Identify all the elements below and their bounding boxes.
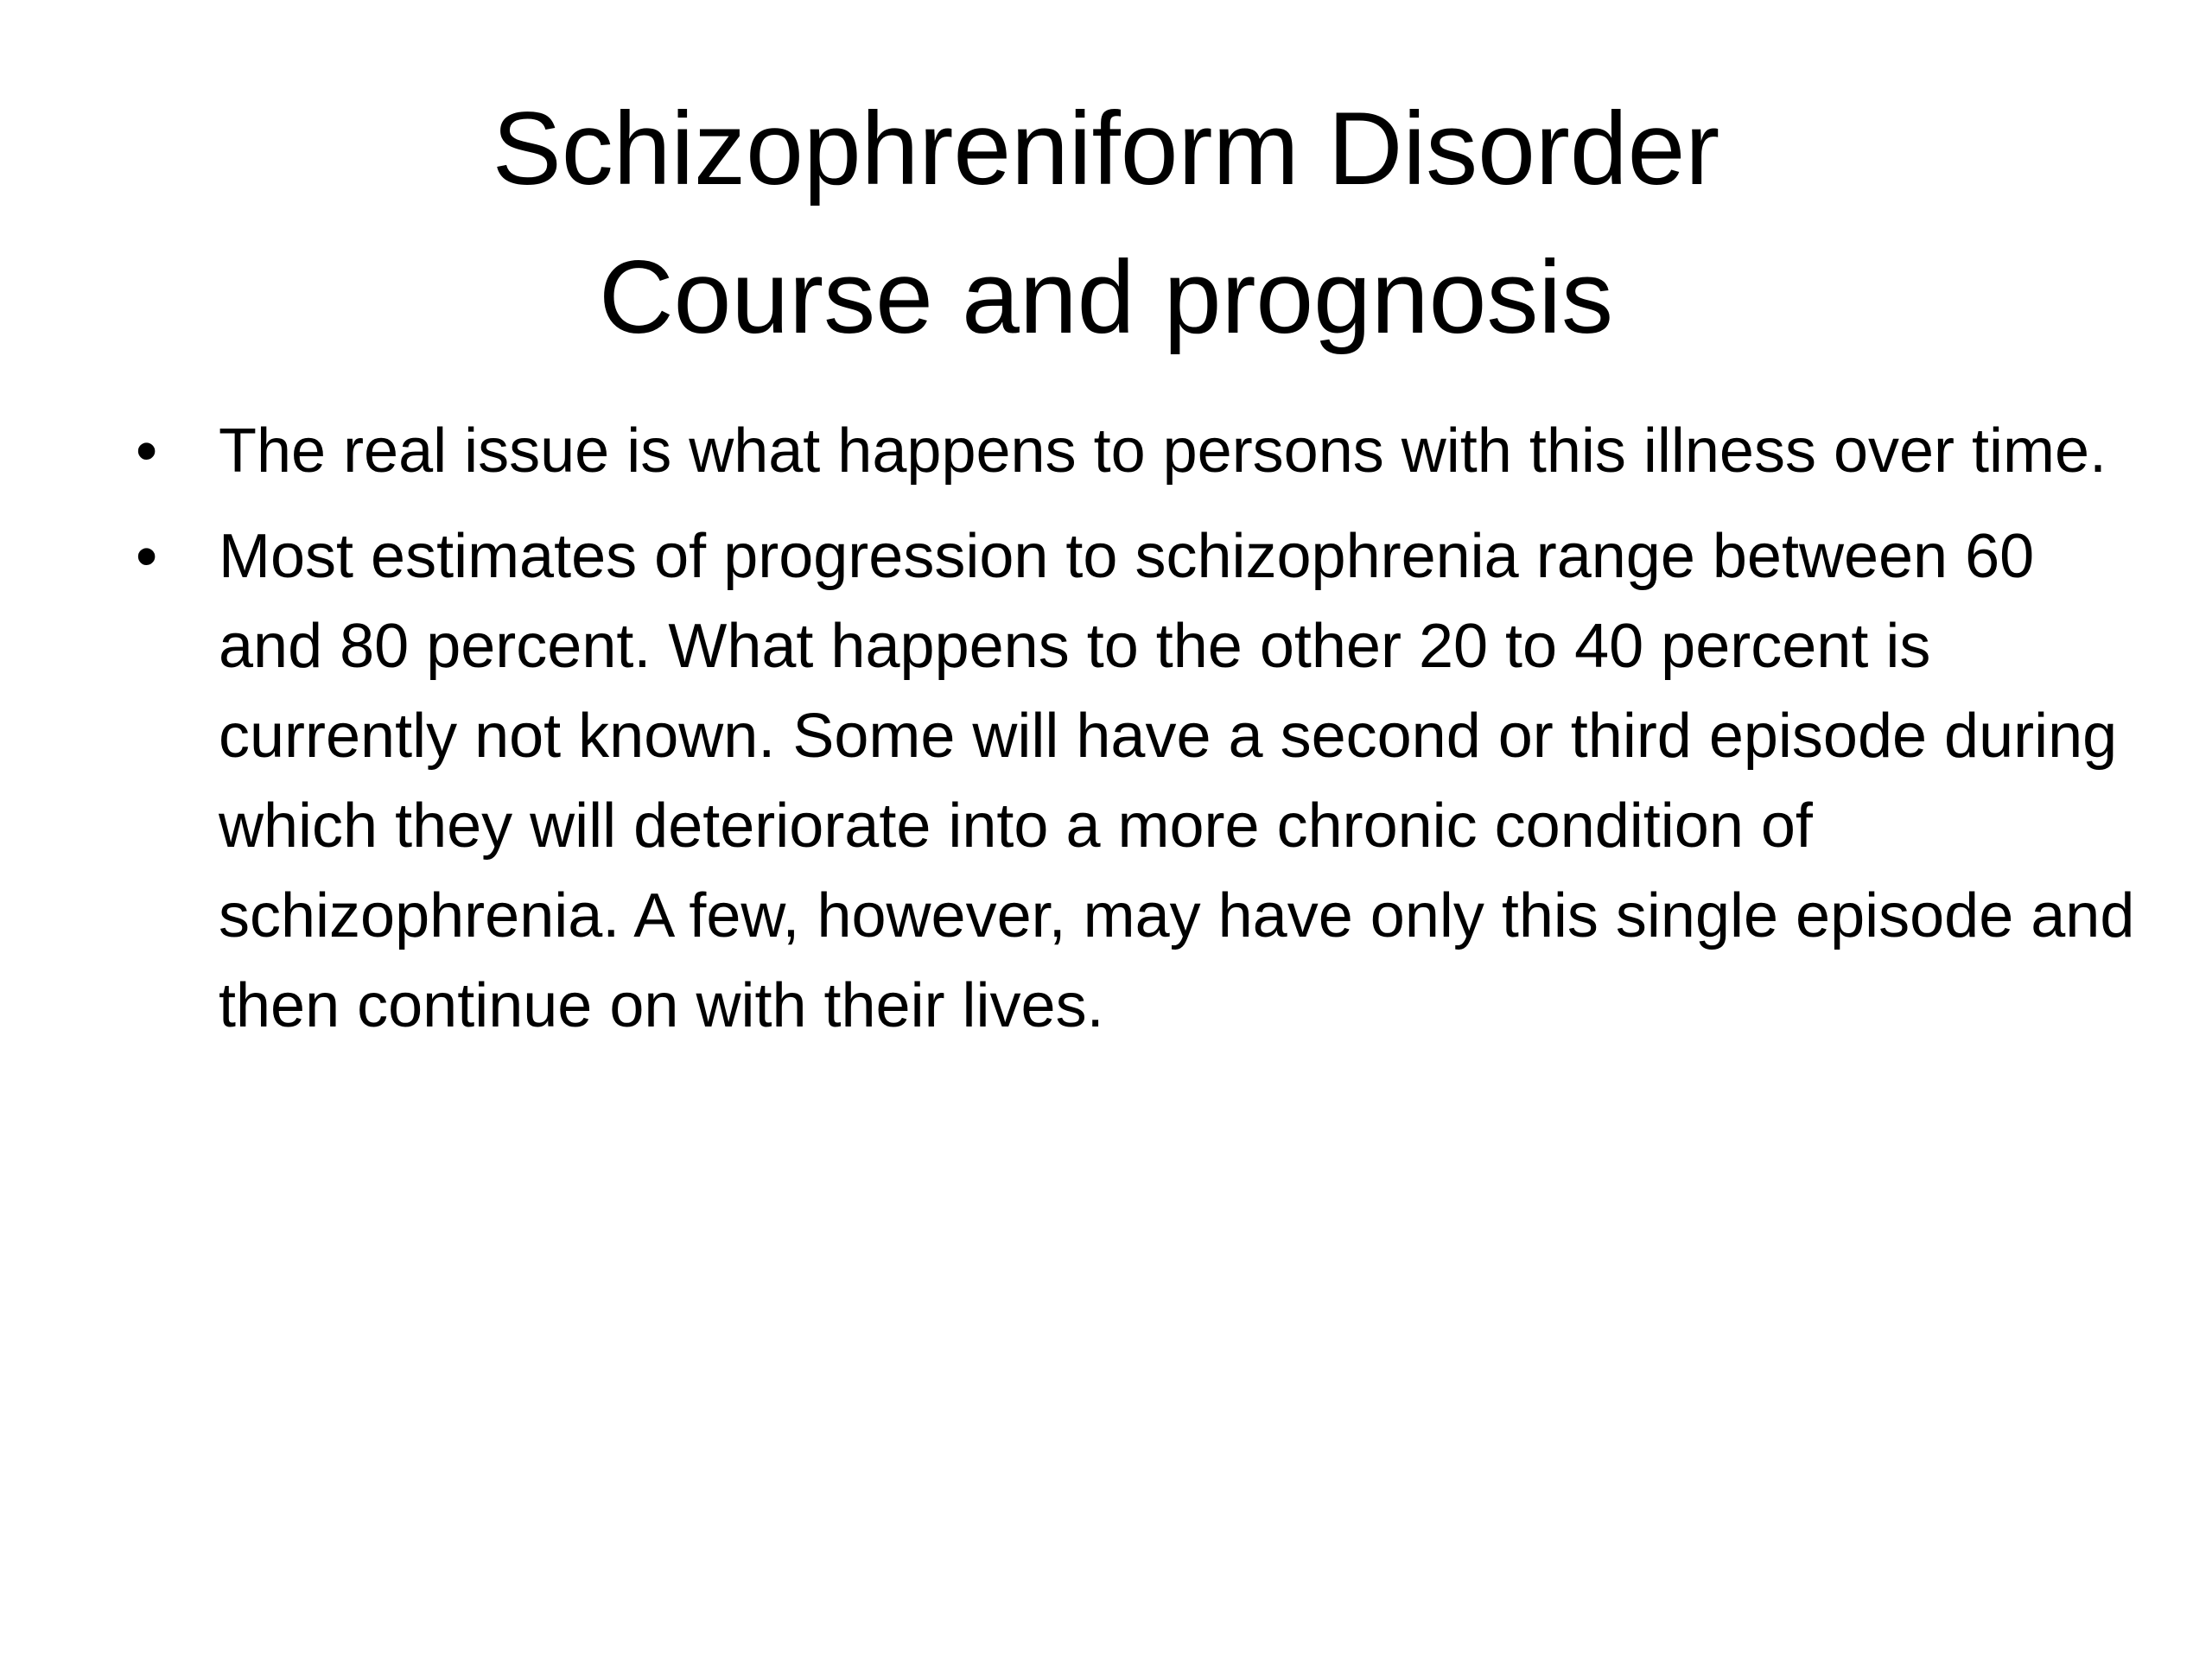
slide-title xyxy=(173,74,2039,372)
bullet-marker: • xyxy=(136,416,158,486)
bullet-text: The real issue is what happens to persons with this illness over time. xyxy=(219,416,2107,486)
bullet-item xyxy=(125,406,2139,496)
bullet-text: Most estimates of progression to schizophrenia range between 60 and 80 percent. What happens to the other 20 to 40 percent is currently not known. Some will have a second or third episode during which they will deteriorate into a more chronic condition of schizophrenia. A few, however, may have only this single episode and then continue on with their lives. xyxy=(219,522,2135,1040)
bullet-marker: • xyxy=(136,522,158,591)
bullet-item xyxy=(125,512,2139,1051)
title-line-2: Course and prognosis xyxy=(598,239,1614,355)
title-line-1: Schizophreniform Disorder xyxy=(492,91,1720,207)
bullet-list xyxy=(125,406,2139,1066)
